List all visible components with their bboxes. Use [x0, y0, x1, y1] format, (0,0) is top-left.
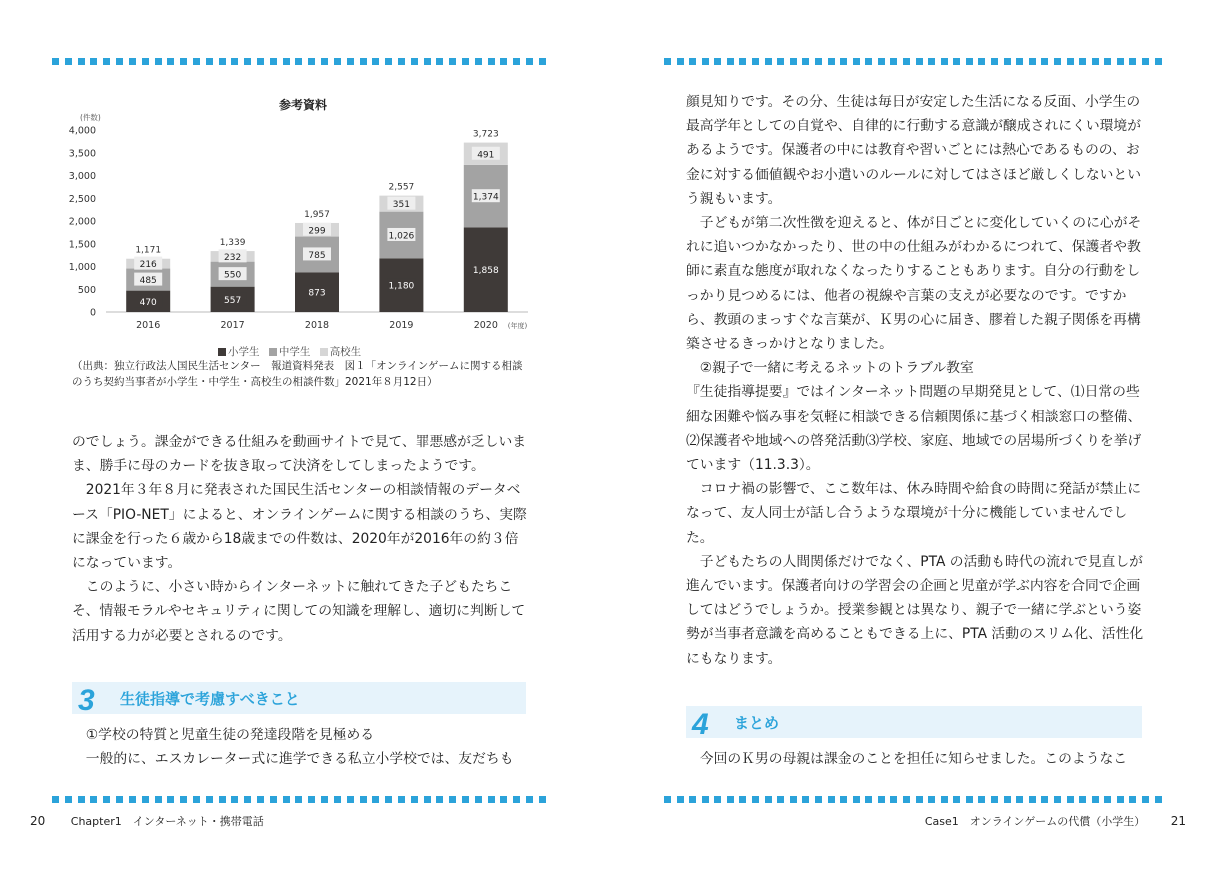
data-label: 785 — [308, 250, 326, 261]
data-label: 1,858 — [472, 266, 499, 277]
data-label: 550 — [224, 270, 242, 281]
y-tick-label: 0 — [89, 307, 96, 319]
section-number: 3 — [78, 684, 95, 717]
data-label: 1,374 — [472, 192, 499, 203]
y-tick-label: 3,000 — [68, 171, 96, 182]
section-heading-3 — [72, 682, 526, 717]
left-body-text — [72, 430, 528, 648]
subheading: ②親子で一緒に考えるネットのトラブル教室 — [699, 360, 974, 377]
section3-body — [72, 723, 528, 771]
data-label: 557 — [224, 295, 242, 306]
total-label: 1,339 — [219, 238, 246, 249]
data-label: 1,180 — [388, 281, 415, 292]
chart-legend — [218, 344, 367, 359]
y-tick-label: 2,000 — [68, 216, 96, 228]
paragraph: このように、小さい時からインターネットに触れてきた子どもたちこそ、情報モラルやセキュリティに関しての知識を理解し、適切に判断して活用する力が必要とされるのです。 — [72, 579, 526, 644]
data-label: 232 — [224, 252, 242, 263]
legend-item-elementary — [218, 346, 260, 358]
section-heading-4 — [686, 706, 1142, 741]
data-label: 873 — [308, 288, 326, 299]
stacked-bar-chart — [68, 90, 538, 360]
y-tick-label: 4,000 — [68, 125, 96, 137]
footer-right — [925, 813, 1186, 829]
data-label: 216 — [139, 260, 157, 271]
data-label: 351 — [392, 200, 410, 211]
data-label: 1,026 — [388, 231, 415, 242]
y-tick-label: 2,500 — [68, 193, 96, 205]
data-label: 485 — [139, 276, 157, 287]
page-number: 21 — [1170, 814, 1186, 828]
case-label: Case1 オンラインゲームの代償（小学生） — [924, 815, 1146, 828]
paragraph: 一般的に、エスカレーター式に進学できる私立小学校では、友だちも — [85, 751, 514, 768]
x-tick-label: 2020 — [473, 320, 498, 331]
section-title: まとめ — [734, 713, 780, 732]
paragraph: 『生徒指導提要』ではインターネット問題の早期発見として、⑴日常の些細な困難や悩み事を気軽に相談できる信頼関係に基づく相談窓口の整備、⑵保護者や地域への啓発活動⑶学校、家庭、地域での居場所づくりを挙げています（11.3.3）。 — [686, 384, 1142, 474]
section-number: 4 — [692, 708, 709, 741]
data-label: 470 — [139, 297, 157, 308]
footer-left — [30, 813, 264, 829]
subheading: ①学校の特質と児童生徒の発達段階を見極める — [85, 727, 375, 743]
y-tick-label: 500 — [77, 284, 96, 296]
y-tick-label: 1,000 — [68, 262, 96, 273]
x-tick-label: 2019 — [389, 320, 414, 331]
paragraph: 子どもが第二次性徴を迎えると、体が日ごとに変化していくのに心がそれに追いつかなかったり、世の中の仕組みがわかるにつれて、保護者や教師に素直な態度が取れなくなったりすることもあります。自分の行動をしっかり見つめるには、他者の視線や言葉の支えが必要なのです。ですから、教頭のまっすぐな言葉が、Ｋ男の心に届き、膠着した親子関係を再構築させるきっかけとなりました。 — [686, 215, 1142, 353]
right-page — [608, 0, 1216, 872]
total-label: 1,957 — [304, 209, 330, 220]
chart-source: （出典：独立行政法人国民生活センター 報道資料発表 図１「オンラインゲームに関する相談のうち契約当事者が小学生・中学生・高校生の相談件数」2021年８月12日） — [72, 360, 523, 388]
total-label: 3,723 — [472, 129, 499, 140]
paragraph: 2021年３年８月に発表された国民生活センターの相談情報のデータベース「PIO-NET」によると、オンラインゲームに関する相談のうち、実際に課金を行った６歳から18歳までの件数は、2020年が2016年の約３倍になっています。 — [72, 482, 527, 572]
data-label: 491 — [477, 150, 495, 161]
data-label: 299 — [308, 226, 326, 237]
legend-item-junior-high — [269, 346, 311, 358]
right-body-text — [686, 90, 1144, 671]
legend-label: 中学生 — [278, 346, 311, 358]
x-tick-label: 2016 — [136, 320, 161, 331]
x-tick-label: 2018 — [304, 320, 330, 331]
x-unit-label: (年度) — [507, 322, 528, 330]
y-unit-label: (件数) — [80, 113, 101, 122]
section-title: 生徒指導で考慮すべきこと — [120, 689, 300, 708]
paragraph: コロナ禍の影響で、ここ数年は、休み時間や給食の時間に発話が禁止になって、友人同士が話し合うような環境が十分に機能していませんでした。 — [686, 481, 1142, 546]
x-tick-label: 2017 — [220, 320, 245, 331]
page-number: 20 — [30, 814, 46, 828]
total-label: 1,171 — [135, 245, 162, 256]
section4-body — [686, 747, 1144, 771]
chart-title: 参考資料 — [278, 98, 327, 112]
reference-chart — [68, 90, 538, 390]
paragraph: のでしょう。課金ができる仕組みを動画サイトで見て、罪悪感が乏しいまま、勝手に母のカードを抜き取って決済をしてしまったようです。 — [72, 434, 527, 475]
paragraph: 今回のＫ男の母親は課金のことを担任に知らせました。このようなこ — [699, 751, 1128, 767]
y-tick-label: 1,500 — [68, 239, 96, 251]
legend-item-high-school — [320, 346, 362, 358]
chapter-label: Chapter1 インターネット・携帯電話 — [70, 815, 264, 828]
legend-label: 小学生 — [228, 346, 260, 358]
paragraph: 子どもたちの人間関係だけでなく、PTA の活動も時代の流れで見直しが進んでいます。保護者向けの学習会の企画と児童が学ぶ内容を合同で企画してはどうでしょうか。授業参観とは異なり、親子で一緒に学ぶという姿勢が当事者意識を高めることもできる上に、PTA 活動のスリム化、活性化にもなります。 — [686, 553, 1144, 667]
total-label: 2,557 — [388, 182, 415, 193]
y-tick-label: 3,500 — [68, 148, 96, 160]
paragraph: 顔見知りです。その分、生徒は毎日が安定した生活になる反面、小学生の最高学年としての自覚や、自律的に行動する意識が醸成されにくい環境があるようです。保護者の中には教育や習いごとには熱心であるものの、お金に対する価値観やお小遣いのルールに対してはさほど厳しくしないという親もいます。 — [686, 94, 1142, 207]
legend-label: 高校生 — [329, 346, 362, 358]
